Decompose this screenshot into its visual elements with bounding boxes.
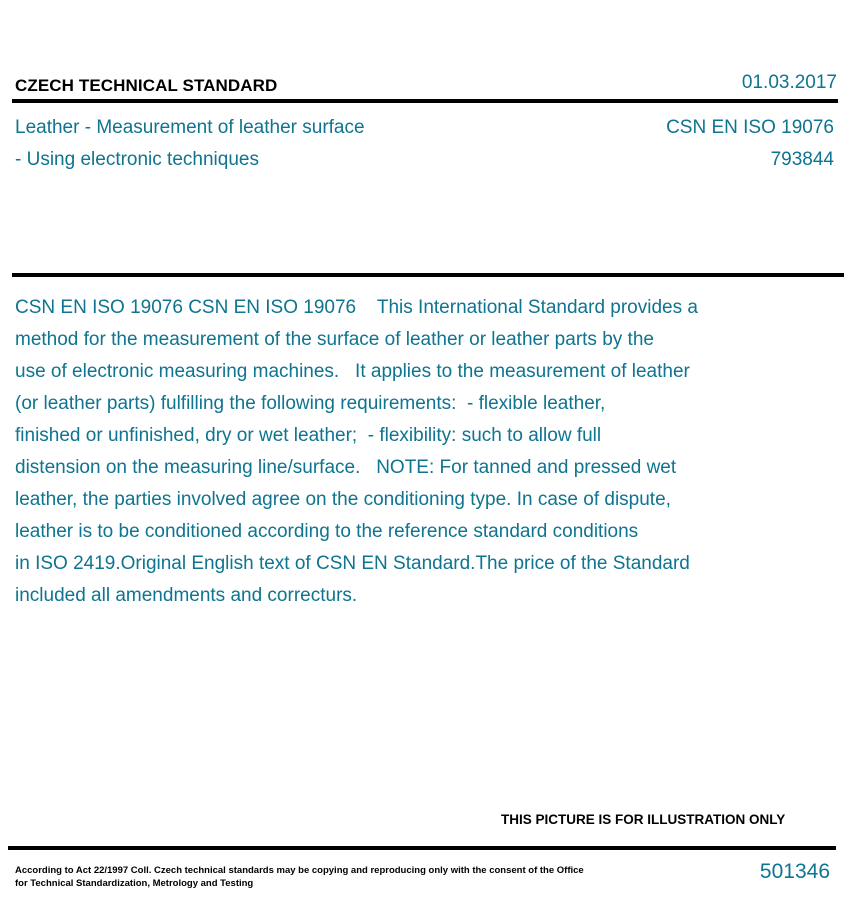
abstract-line: distension on the measuring line/surface. NOTE: For tanned and pressed wet	[15, 457, 677, 478]
abstract-line: leather is to be conditioned according to the reference standard conditions	[15, 521, 639, 542]
abstract-line: (or leather parts) fulfilling the following requirements: - flexible leather,	[15, 393, 606, 414]
publication-date: 01.03.2017	[741, 72, 837, 93]
abstract-line: leather, the parties involved agree on the conditioning type. In case of dispute,	[15, 489, 671, 510]
standard-code: CSN EN ISO 19076	[666, 117, 834, 138]
title-divider	[12, 273, 844, 277]
abstract-line: included all amendments and correcturs.	[15, 585, 358, 606]
document-type-heading: CZECH TECHNICAL STANDARD	[15, 76, 278, 95]
standard-number: 793844	[770, 149, 834, 170]
standard-title-line-2: - Using electronic techniques	[15, 149, 259, 170]
standard-title-line-1: Leather - Measurement of leather surface	[15, 117, 365, 138]
header-divider	[12, 99, 838, 103]
copyright-notice	[15, 864, 595, 890]
copyright-notice-line: for Technical Standardization, Metrology and Testing	[15, 878, 254, 889]
illustration-notice: THIS PICTURE IS FOR ILLUSTRATION ONLY	[501, 812, 786, 827]
abstract-line: finished or unfinished, dry or wet leather; - flexibility: such to allow full	[15, 425, 602, 446]
abstract-line: use of electronic measuring machines. It applies to the measurement of leather	[15, 361, 690, 382]
abstract-line: method for the measurement of the surface of leather or leather parts by the	[15, 329, 654, 350]
abstract-line: CSN EN ISO 19076 CSN EN ISO 19076 This International Standard provides a	[15, 297, 698, 318]
catalog-code: 501346	[759, 860, 830, 883]
abstract-line: in ISO 2419.Original English text of CSN EN Standard.The price of the Standard	[15, 553, 690, 574]
standard-abstract	[15, 292, 815, 612]
footer-divider	[8, 846, 836, 850]
copyright-notice-line: According to Act 22/1997 Coll. Czech technical standards may be copying and reproducing only with the consent of the Office	[15, 865, 584, 876]
